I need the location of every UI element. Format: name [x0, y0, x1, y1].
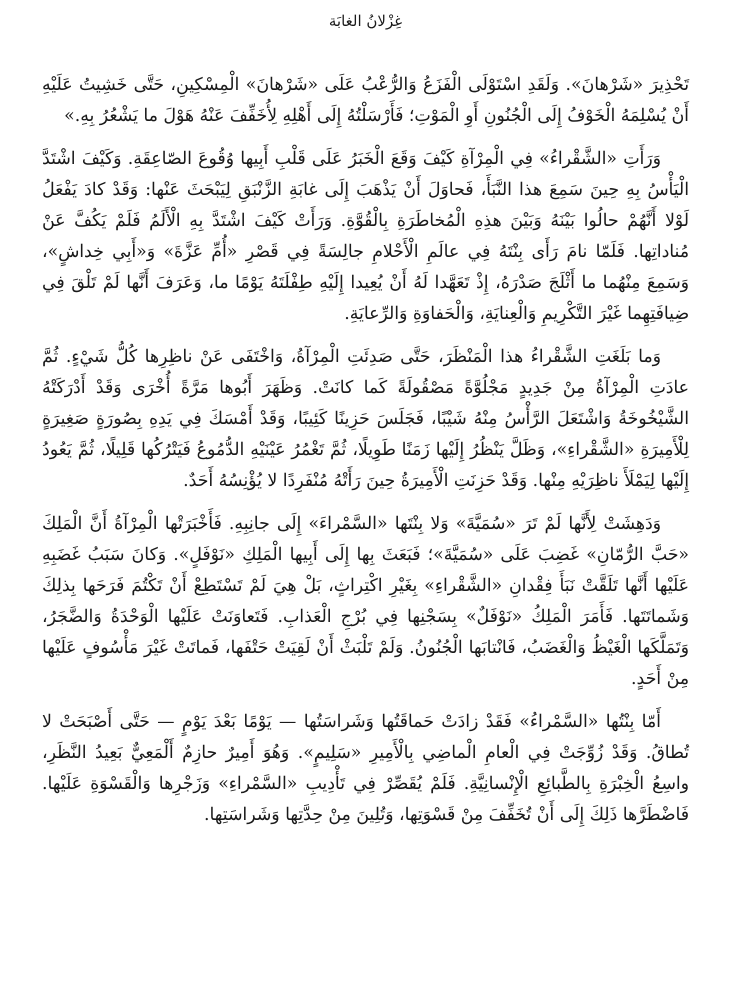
paragraph-5: أَمّا بِنْتُها «السَّمْراءُ» فَقَدْ زادَتْ حَماقَتُها وَشَراسَتُها — يَوْمًا بَعْدَ يَوْمٍ — حَتَّى أَصْبَحَتْ لا تُطاقُ. وَقَدْ زُوِّجَتْ فِي الْعامِ الْماضِي بِالْأَمِيرِ «سَلِيمٍ». وَهُوَ أَمِيرٌ حازِمٌ أَلْمَعِيٌّ بَعِيدُ النَّظَرِ، واسِعُ الْخِبْرَةِ بِالطَّبائِعِ الْإِنْسانِيَّةِ. فَلَمْ يُقَصِّرْ فِي تَأْدِيبِ «السَّمْراءِ» وَزَجْرِها وَالْقَسْوَةِ عَلَيْها. فَاضْطَرَّها ذَلِكَ إِلَى أَنْ تُخَفِّفَ مِنْ قَسْوَتِها، وَتُلِينَ مِنْ حِدَّتِها وَشَراسَتِها. [42, 712, 689, 825]
paragraph-2: وَرَأَتِ «الشَّقْراءُ» فِي الْمِرْآةِ كَيْفَ وَقَعَ الْخَبَرُ عَلَى قَلْبِ أَبِيها وُقُوعَ الصّاعِقَةِ. وَكَيْفَ اشْتَدَّ الْيَأْسُ بِهِ حِينَ سَمِعَ هذا النَّبَأَ، فَحاوَلَ أَنْ يَذْهَبَ إِلَى غابَةِ الزَّنْبَقِ لِيَبْحَثَ عَنْها: وَقَدْ كادَ يَفْعَلُ لَوْلا أَنَّهُمْ حالُوا بَيْنَهُ وَبَيْنَ هذِهِ الْمُخاطَرَةِ بِالْقُوَّةِ. وَرَأَتْ كَيْفَ اشْتَدَّ بِهِ الْأَلَمُ فَلَمْ يَكُفَّ عَنْ مُناداتِها. فَلَمّا نامَ رَأَى بِنْتَهُ فِي عالَمِ الْأَحْلامِ جالِسَةً فِي قَصْرِ «أُمِّ عَزَّةَ» وَ«أَبِي خِداشٍ»، وَسَمِعَ مِنْهُما ما أَثْلَجَ صَدْرَهُ، إِذْ تَعَهَّدا لَهُ أَنْ يُعِيدا إِلَيْهِ طِفْلَتَهُ يَوْمًا ما، وَعَرَفَ أَنَّها لَمْ تَلْقَ فِي ضِيافَتِهِما غَيْرَ التَّكْرِيمِ وَالْعِنايَةِ، وَالْحَفاوَةِ وَالرِّعايَةِ. [42, 149, 689, 324]
paragraph-1: تَحْذِيرَ «شَرْهانَ». وَلَقَدِ اسْتَوْلَى الْفَزَعُ وَالرُّعْبُ عَلَى «شَرْهانَ» الْمِسْكِينِ، حَتَّى خَشِيتُ عَلَيْهِ أَنْ يُسْلِمَهُ الْخَوْفُ إِلَى الْجُنُونِ أَوِ الْمَوْتِ؛ فَأَرْسَلْتُهُ إِلَى أَهْلِهِ لِأُخَفِّفَ عَنْهُ هَوْلَ ما يَشْعُرُ بِهِ.» [42, 75, 689, 126]
running-header: غِزْلانُ الغابَة [328, 12, 403, 30]
body-text [42, 70, 689, 831]
paragraph-3: وَما بَلَغَتِ الشَّقْراءُ هذا الْمَنْظَرَ، حَتَّى صَدِئَتِ الْمِرْآةُ، وَاخْتَفَى عَنْ ناظِرِها كُلُّ شَيْءٍ. ثُمَّ عادَتِ الْمِرْآةُ مِنْ جَدِيدٍ مَجْلُوَّةً مَصْقُولَةً كَما كانَتْ. وَظَهَرَ أَبُوها مَرَّةً أُخْرَى وَقَدْ أَدْرَكَتْهُ الشَّيْخُوخَةُ وَاشْتَعَلَ الرَّأْسُ مِنْهُ شَيْبًا، فَجَلَسَ حَزِينًا كَئِيبًا، وَقَدْ أَمْسَكَ فِي يَدِهِ بِصُورَةٍ صَغِيرَةٍ لِلْأَمِيرَةِ «الشَّقْراءِ»، وَظَلَّ يَنْظُرُ إِلَيْها زَمَنًا طَوِيلًا، ثُمَّ تَغْمُرُ عَيْنَيْهِ الدُّمُوعُ فَيَتْرُكُها قَلِيلًا، ثُمَّ يَعُودُ إِلَيْها لِيَمْلَأَ ناظِرَيْهِ مِنْها. وَقَدْ حَزِنَتِ الْأَمِيرَةُ حِينَ رَأَتْهُ مُنْفَرِدًا لا يُؤْنِسُهُ أَحَدٌ. [42, 347, 689, 491]
paragraph-4: وَدَهِشَتْ لِأَنَّها لَمْ تَرَ «سُمَيَّةَ» وَلا بِنْتَها «السَّمْراءَ» إِلَى جانِبِهِ. فَأَخْبَرَتْها الْمِرْآةُ أَنَّ الْمَلِكَ «حَبَّ الرُّمّانِ» غَضِبَ عَلَى «سُمَيَّةَ»؛ فَبَعَثَ بِها إِلَى أَبِيها الْمَلِكِ «نَوْفَلٍ». وَكانَ سَبَبُ غَضَبِهِ عَلَيْها أَنَّها تَلَقَّتْ نَبَأَ فِقْدانِ «الشَّقْراءِ» بِغَيْرِ اكْتِراثٍ، بَلْ هِيَ لَمْ تَسْتَطِعْ أَنْ تَكْتُمَ فَرَحَها بِذلِكَ وَشَماتَتَها. فَأَمَرَ الْمَلِكُ «نَوْفَلٌ» بِسَجْنِها فِي بُرْجِ الْعَذابِ. فَتَعاوَنَتْ عَلَيْها الْوَحْدَةُ وَالضَّجَرُ، وَتَمَلَّكَها الْغَيْظُ وَالْغَضَبُ، فَانْتابَها الْجُنُونُ. وَلَمْ تَلْبَثْ أَنْ لَقِيَتْ حَتْفَها، فَماتَتْ غَيْرَ مَأْسُوفٍ عَلَيْها مِنْ أَحَدٍ. [42, 514, 689, 689]
